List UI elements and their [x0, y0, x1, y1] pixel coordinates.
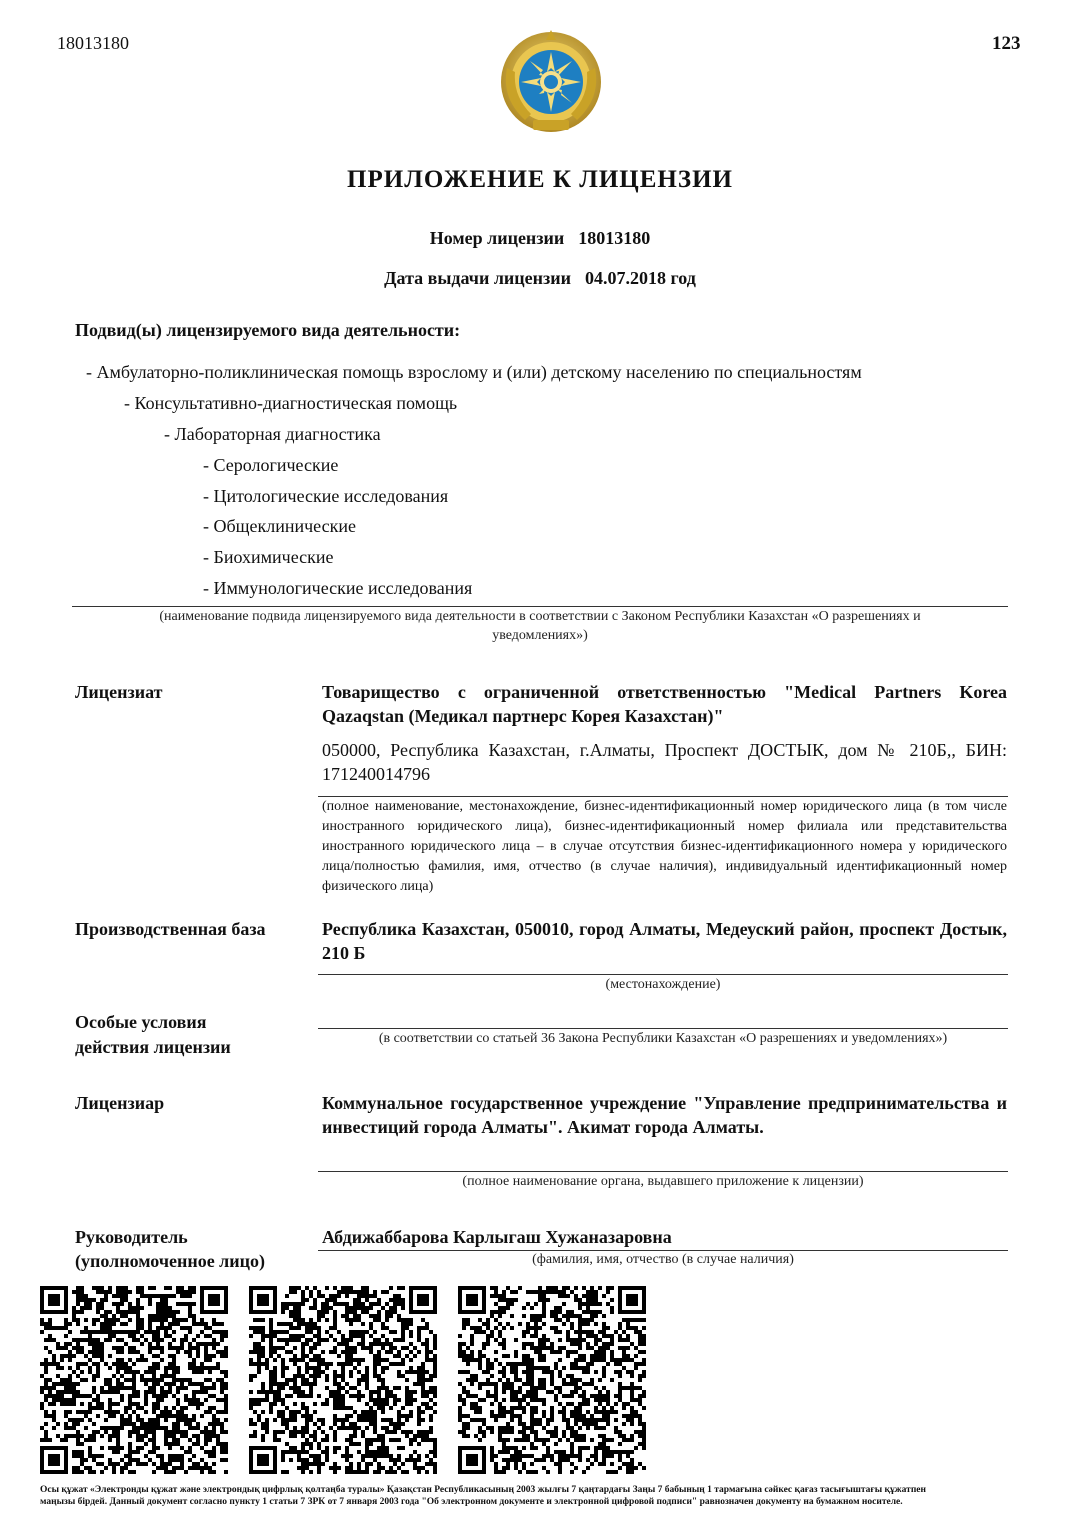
document-number: 18013180 [57, 33, 129, 53]
head-label-line2: (уполномоченное лицо) [75, 1251, 266, 1271]
qr-code-icon [458, 1286, 646, 1474]
special-conditions-caption: (в соответствии со статьей 36 Закона Республики Казахстан «О разрешениях и уведомлениях») [378, 1031, 948, 1046]
list-item: - Серологические [203, 455, 339, 475]
licensee-address: 050000, Республика Казахстан, г.Алматы, Проспект ДОСТЫК, дом № 210Б,, БИН: 171240014796 [322, 740, 1007, 784]
issue-date-label: Дата выдачи лицензии [384, 268, 572, 288]
divider [318, 1171, 1008, 1172]
licensee-name: Товарищество с ограниченной ответственностью "Medical Partners Korea Qazaqstan (Медикал партнерс Корея Казахстан)" [322, 682, 1007, 726]
list-item: - Консультативно-диагностическая помощь [124, 393, 458, 413]
list-item: - Амбулаторно-поликлиническая помощь взрослому и (или) детскому населению по специальностям [86, 362, 862, 382]
licensor-value: Коммунальное государственное учреждение "Управление предпринимательства и инвестиций города Алматы". Акимат города Алматы. [322, 1093, 1007, 1137]
license-number-label: Номер лицензии [429, 228, 565, 248]
subtypes-caption-line2: уведомлениях») [492, 628, 588, 643]
license-number-value: 18013180 [578, 228, 651, 248]
list-item: - Биохимические [203, 547, 334, 567]
subtypes-heading: Подвид(ы) лицензируемого вида деятельности: [75, 320, 461, 340]
page-number: 123 [992, 33, 1021, 54]
qr-code-icon [249, 1286, 437, 1474]
legal-footer [40, 1484, 1050, 1508]
head-label-line1: Руководитель [75, 1227, 188, 1247]
list-item: - Общеклинические [203, 516, 356, 536]
issue-date-value: 04.07.2018 год [585, 268, 696, 288]
list-item: - Цитологические исследования [203, 486, 449, 506]
license-number-row [0, 228, 1080, 249]
licensee-caption: (полное наименование, местонахождение, бизнес-идентификационный номер юридического лица (в том числе иностранного юридического лица), бизнес-идентификационный номер филиала или представительства иностранного юридического лица – в случае отсутствия бизнес-идентификационного номера у юридического лица/полностью фамилия, имя, отчество (в случае наличия), индивидуальный идентификационный номер физического лица) [322, 799, 1007, 894]
head-caption: (фамилия, имя, отчество (в случае наличия) [532, 1252, 794, 1267]
licensee-label: Лицензиат [75, 682, 163, 702]
list-item: - Лабораторная диагностика [164, 424, 381, 444]
licensor-label: Лицензиар [75, 1093, 165, 1113]
list-item: - Иммунологические исследования [203, 578, 473, 598]
state-emblem-icon [495, 28, 607, 140]
page-title: ПРИЛОЖЕНИЕ К ЛИЦЕНЗИИ [347, 166, 733, 193]
production-base-value: Республика Казахстан, 050010, город Алматы, Медеуский район, проспект Достык, 210 Б [322, 919, 1007, 963]
production-base-caption: (местонахождение) [605, 977, 721, 992]
licensor-caption: (полное наименование органа, выдавшего приложение к лицензии) [462, 1174, 864, 1189]
qr-code-icon [40, 1286, 228, 1474]
divider [318, 1250, 1008, 1251]
head-name: Абдижаббарова Карлыгаш Хужаназаровна [322, 1227, 672, 1247]
footer-line2: маңызы бірдей. Данный документ согласно пункту 1 статьи 7 ЗРК от 7 января 2003 года "Об электронном документе и электронной цифровой подписи" равнозначен документу на бумажном носителе. [40, 1497, 903, 1507]
footer-line1: Осы құжат «Электронды құжат және электрондық цифрлық қолтаңба туралы» Қазақстан Республикасының 2003 жылғы 7 қаңтардағы Заңы 7 бабының 1 тармағына сәйкес қағаз тасығыштағы құжатпен [40, 1485, 926, 1495]
production-base-label: Производственная база [75, 919, 266, 939]
subtypes-caption-line1: (наименование подвида лицензируемого вида деятельности в соответствии с Законом Республики Казахстан «О разрешениях и [159, 609, 921, 624]
special-conditions-label-line2: действия лицензии [75, 1037, 231, 1057]
divider [318, 1028, 1008, 1029]
issue-date-row [0, 268, 1080, 289]
divider [318, 974, 1008, 975]
divider [72, 606, 1008, 607]
special-conditions-label-line1: Особые условия [75, 1012, 207, 1032]
